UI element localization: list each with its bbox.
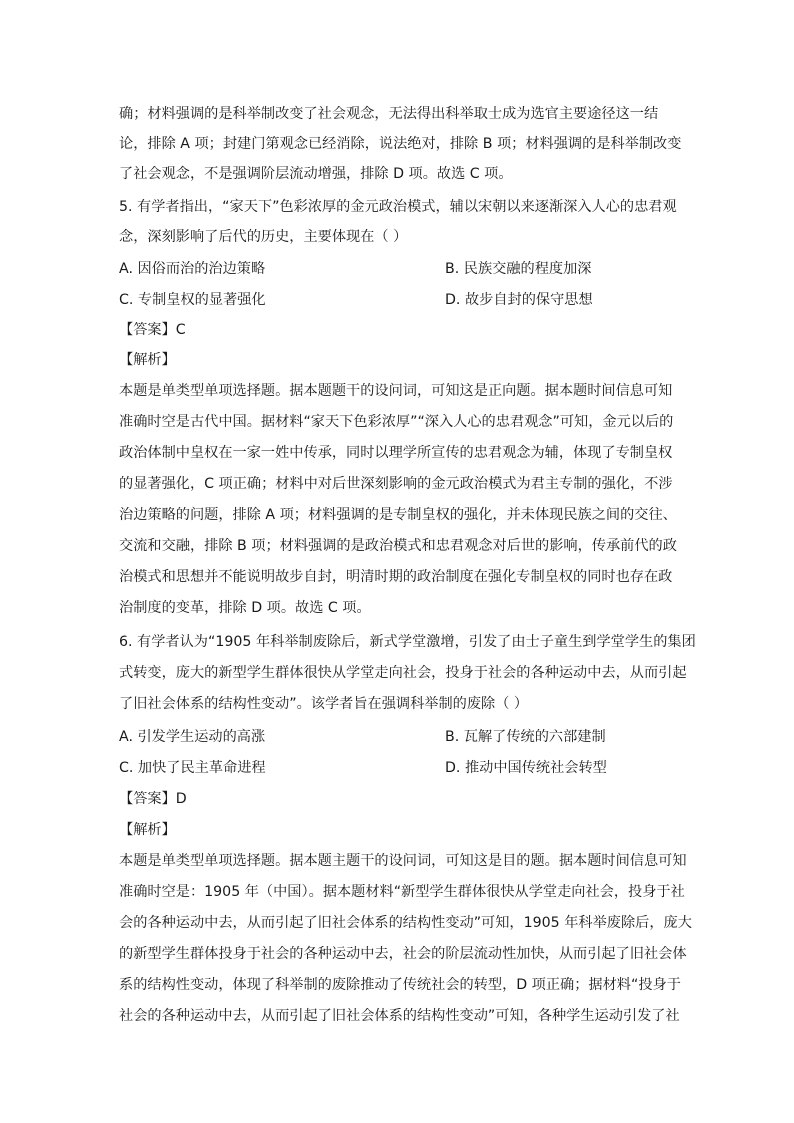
- prev-explanation-line: 论，排除 A 项；封建门第观念已经消除，说法绝对，排除 B 项；材料强调的是科举制改变: [119, 136, 682, 152]
- q6-analysis-line: 社会的各种运动中去，从而引起了旧社会体系的结构性变动”可知，各种学生运动引发了社: [119, 1008, 680, 1024]
- q5-analysis-line: 治边策略的问题，排除 A 项；材料强调的是专制皇权的强化，并未体现民族之间的交往、: [119, 507, 677, 523]
- q6-analysis-line: 准确时空是：1905 年（中国）。据本题材料“新型学生群体很快从学堂走向社会，投身于社: [119, 884, 685, 900]
- q6-option-a: A. 引发学生运动的高涨: [119, 729, 266, 745]
- q6-stem-line: 式转变，庞大的新型学生群体很快从学堂走向社会，投身于社会的各种运动中去，从而引起: [119, 665, 687, 681]
- q5-stem-line: 5. 有学者指出，“家天下”色彩浓厚的金元政治模式，辅以宋朝以来逐渐深入人心的忠君观: [119, 199, 677, 215]
- q5-option-a: A. 因俗而治的治边策略: [119, 261, 266, 277]
- q6-option-d: D. 推动中国传统社会转型: [445, 760, 607, 776]
- q6-analysis-line: 会的各种运动中去，从而引起了旧社会体系的结构性变动”可知，1905 年科举废除后，庞大: [119, 915, 692, 931]
- q6-analysis-line: 本题是单类型单项选择题。据本题主题干的设问词，可知这是目的题。据本题时间信息可知: [119, 853, 687, 869]
- q5-analysis-line: 本题是单类型单项选择题。据本题题干的设问词，可知这是正向题。据本题时间信息可知: [119, 383, 673, 399]
- q5-option-c: C. 专制皇权的显著强化: [119, 292, 266, 308]
- q5-option-b: B. 民族交融的程度加深: [445, 261, 592, 277]
- q5-analysis-line: 准确时空是古代中国。据材料“家天下色彩浓厚”“深入人心的忠君观念”可知，金元以后的: [119, 414, 674, 430]
- prev-explanation-line: 确；材料强调的是科举制改变了社会观念，无法得出科举取士成为选官主要途径这一结: [119, 106, 659, 122]
- q5-analysis-line: 治模式和思想并不能说明故步自封，明清时期的政治制度在强化专制皇权的同时也存在政: [119, 569, 673, 585]
- q6-stem-line: 了旧社会体系的结构性变动”。该学者旨在强调科举制的废除（ ）: [119, 696, 529, 712]
- q5-analysis-title: 【解析】: [119, 352, 176, 368]
- q6-analysis-line: 系的结构性变动，体现了科举制的废除推动了传统社会的转型，D 项正确；据材料“投身于: [119, 977, 681, 993]
- q5-answer: 【答案】C: [119, 322, 186, 338]
- q6-stem-line: 6. 有学者认为“1905 年科举制废除后，新式学堂激增，引发了由士子童生到学堂学生的集团: [119, 634, 696, 650]
- q6-option-c: C. 加快了民主革命进程: [119, 760, 266, 776]
- q5-analysis-line: 交流和交融，排除 B 项；材料强调的是政治模式和忠君观念对后世的影响，传承前代的政: [119, 538, 677, 554]
- q6-analysis-title: 【解析】: [119, 822, 176, 838]
- q5-analysis-line: 治制度的变革，排除 D 项。故选 C 项。: [119, 600, 371, 616]
- q5-stem-line: 念，深刻影响了后代的历史，主要体现在（ ）: [119, 229, 408, 245]
- q5-analysis-line: 的显著强化，C 项正确；材料中对后世深刻影响的金元政治模式为君主专制的强化，不涉: [119, 476, 673, 492]
- q5-analysis-line: 政治体制中皇权在一家一姓中传承，同时以理学所宣传的忠君观念为辅，体现了专制皇权: [119, 445, 673, 461]
- q6-analysis-line: 的新型学生群体投身于社会的各种运动中去，社会的阶层流动性加快，从而引起了旧社会体: [119, 946, 687, 962]
- q6-option-b: B. 瓦解了传统的六部建制: [445, 729, 606, 745]
- prev-explanation-line: 了社会观念，不是强调阶层流动增强，排除 D 项。故选 C 项。: [119, 166, 513, 182]
- q5-option-d: D. 故步自封的保守思想: [445, 292, 593, 308]
- q6-answer: 【答案】D: [119, 791, 187, 807]
